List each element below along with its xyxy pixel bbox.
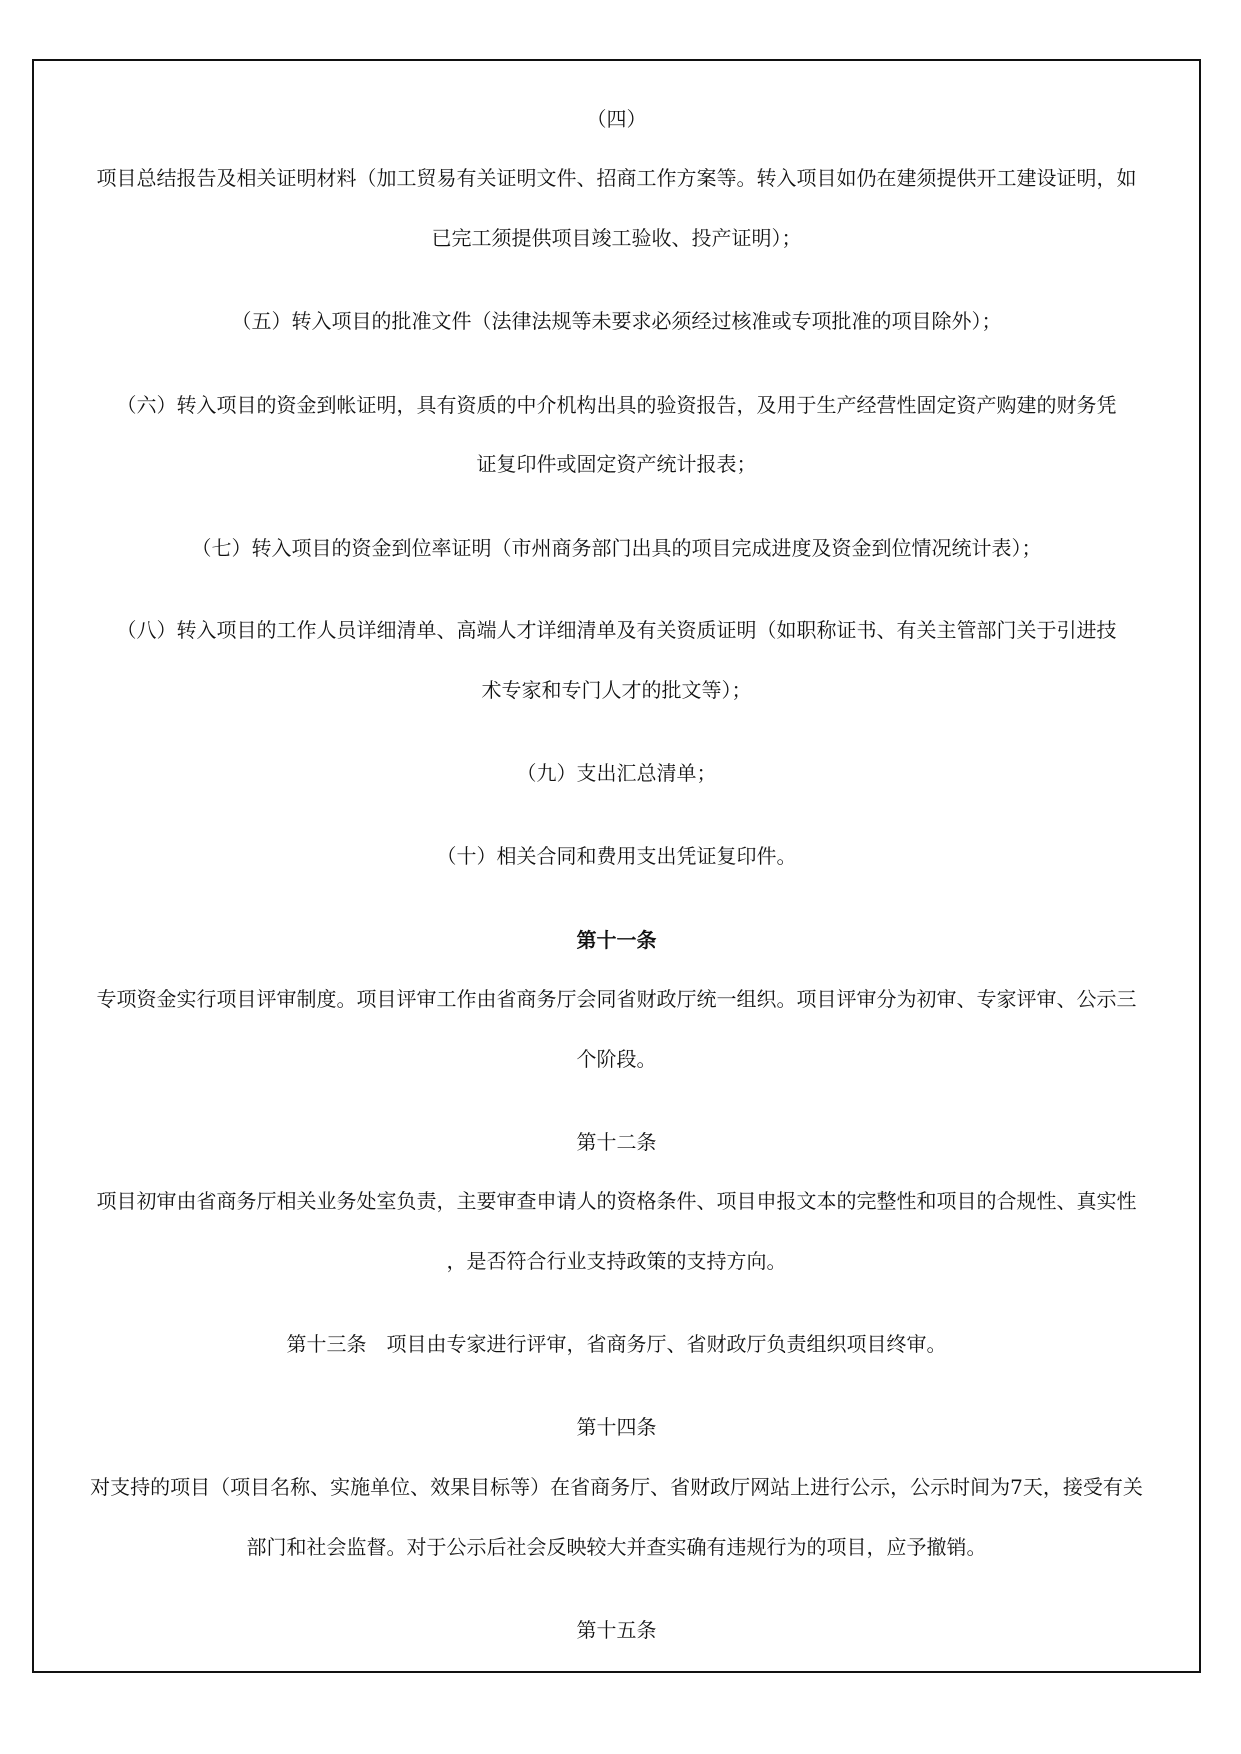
article-11-heading: 第十一条 — [576, 928, 657, 952]
article-12-text-line-2: ，是否符合行业支持政策的支持方向。 — [446, 1249, 787, 1273]
article-12-text-line-1: 项目初审由省商务厅相关业务处室负责，主要审查申请人的资格条件、项目申报文本的完整性和项目的合规性、真实性 — [96, 1189, 1137, 1213]
article-11-text-line-1: 专项资金实行项目评审制度。项目评审工作由省商务厅会同省财政厅统一组织。项目评审分为初审、专家评审、公示三 — [96, 987, 1137, 1011]
item-4-text-line-1: 项目总结报告及相关证明材料（加工贸易有关证明文件、招商工作方案等。转入项目如仍在建须提供开工建设证明，如 — [96, 166, 1137, 190]
article-15-heading: 第十五条 — [576, 1618, 657, 1642]
article-13-text: 第十三条 项目由专家进行评审，省商务厅、省财政厅负责组织项目终审。 — [286, 1332, 947, 1356]
item-9-text: （九）支出汇总清单； — [516, 761, 717, 785]
article-12-heading: 第十二条 — [576, 1130, 657, 1154]
item-5-text: （五）转入项目的批准文件（法律法规等未要求必须经过核准或专项批准的项目除外）； — [231, 309, 1002, 333]
item-4-text-line-2: 已完工须提供项目竣工验收、投产证明）； — [431, 226, 802, 250]
article-14-text-line-2: 部门和社会监督。对于公示后社会反映较大并查实确有违规行为的项目，应予撤销。 — [246, 1535, 987, 1559]
article-14-heading: 第十四条 — [576, 1415, 657, 1439]
article-14-text-line-1: 对支持的项目（项目名称、实施单位、效果目标等）在省商务厅、省财政厅网站上进行公示，公示时间为7天，接受有关 — [90, 1475, 1143, 1499]
item-6-text-line-2: 证复印件或固定资产统计报表； — [476, 452, 757, 476]
item-8-text-line-2: 术专家和专门人才的批文等）； — [481, 678, 752, 702]
item-6-text-line-1: （六）转入项目的资金到帐证明，具有资质的中介机构出具的验资报告，及用于生产经营性固定资产购建的财务凭 — [116, 393, 1117, 417]
article-11-text-line-2: 个阶段。 — [576, 1047, 657, 1071]
item-4-heading: （四） — [586, 107, 647, 131]
item-7-text: （七）转入项目的资金到位率证明（市州商务部门出具的项目完成进度及资金到位情况统计表）； — [191, 536, 1042, 560]
item-10-text: （十）相关合同和费用支出凭证复印件。 — [436, 844, 797, 868]
document-frame — [32, 59, 1201, 1673]
item-8-text-line-1: （八）转入项目的工作人员详细清单、高端人才详细清单及有关资质证明（如职称证书、有关主管部门关于引进技 — [116, 618, 1117, 642]
